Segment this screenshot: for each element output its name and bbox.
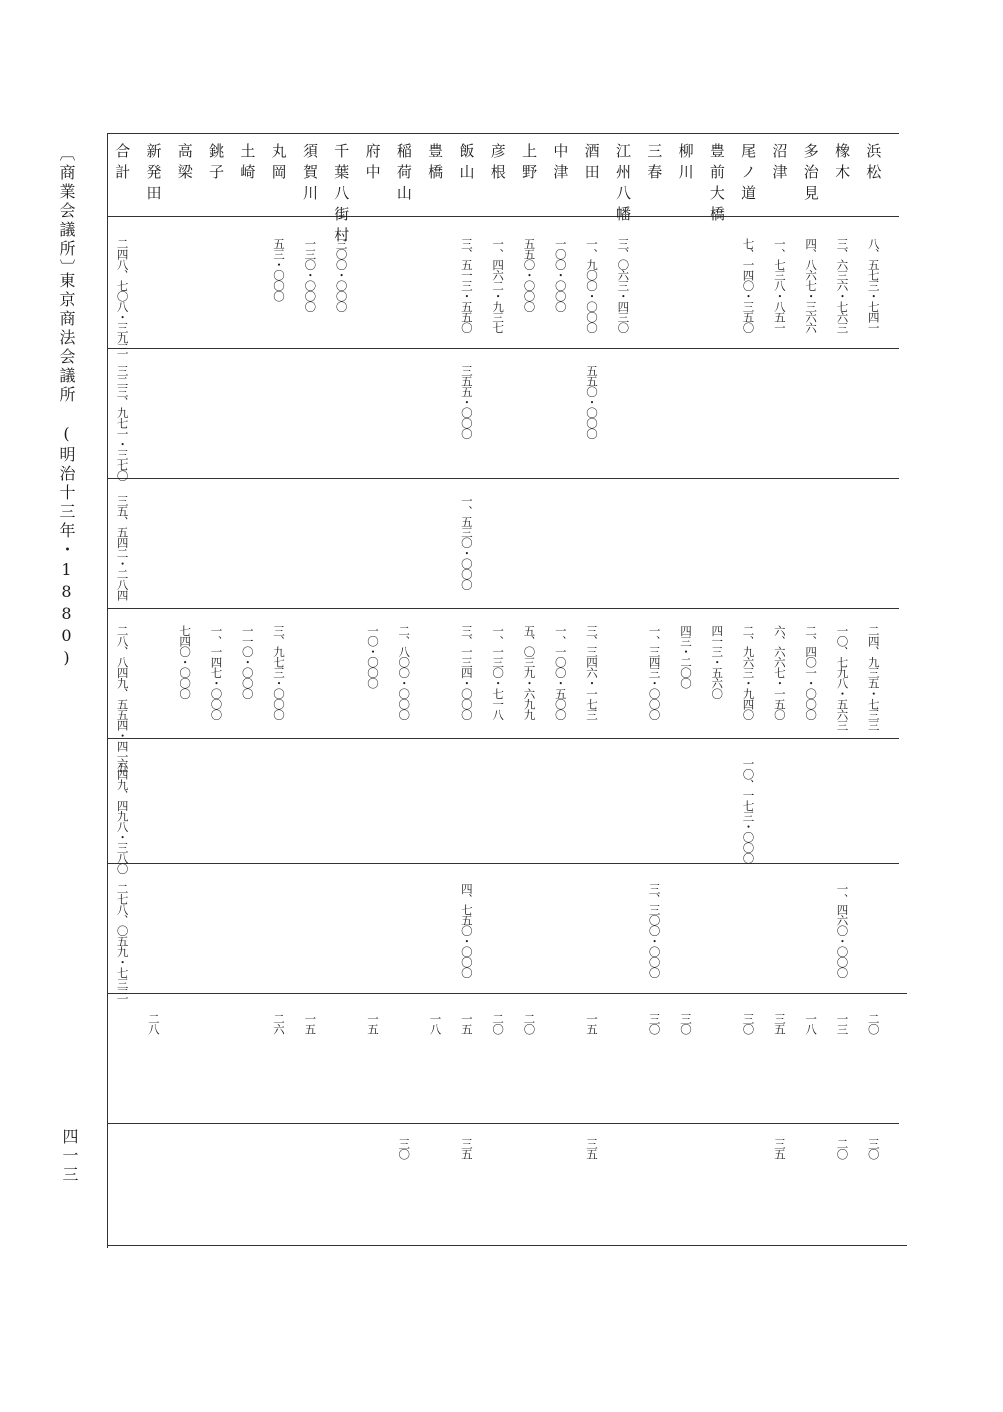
table-column	[295, 133, 325, 1248]
table-cell: 三、〇六三・四三〇	[616, 238, 631, 333]
column-header: 新発田	[144, 143, 163, 206]
table-cell: 二六	[272, 1013, 287, 1034]
table-cell: 一〇〇・〇〇〇	[553, 238, 568, 312]
table-cell: 三五、五四二・二八四	[115, 495, 130, 600]
table-cell: 五五〇・〇〇〇	[522, 238, 537, 312]
table-column	[576, 133, 606, 1248]
table-column	[702, 133, 732, 1248]
column-header: 彦根	[488, 143, 507, 185]
table-cell: 四一三・五六〇	[710, 625, 725, 699]
table-cell: 二〇	[835, 1138, 850, 1159]
column-header: 土崎	[238, 143, 257, 185]
table-column	[451, 133, 481, 1248]
table-cell: 三五	[585, 1138, 600, 1159]
column-header: 尾ノ道	[739, 143, 758, 206]
table-column	[545, 133, 575, 1248]
column-header: 江州八幡	[613, 143, 632, 227]
table-cell: 一〇・〇〇〇	[365, 625, 380, 688]
table-cell: 三五	[772, 1138, 787, 1159]
table-cell: 二〇	[491, 1013, 506, 1034]
table-cell: 四、七五〇・〇〇〇	[459, 883, 474, 978]
table-cell: 五五〇・〇〇〇	[585, 365, 600, 439]
table-cell: 二〇	[522, 1013, 537, 1034]
table-column	[482, 133, 512, 1248]
table-column	[232, 133, 262, 1248]
table-cell: 五、〇三九・六九九	[522, 625, 537, 720]
table-cell: 一五	[585, 1013, 600, 1034]
column-header: 柳川	[676, 143, 695, 185]
table-cell: 二八	[146, 1013, 161, 1034]
table-cell: 一五	[459, 1013, 474, 1034]
column-header: 多治見	[801, 143, 820, 206]
table-column	[107, 133, 137, 1248]
table-column	[263, 133, 293, 1248]
table-cell: 八、五七三・七四一	[866, 238, 881, 333]
column-header: 高梁	[175, 143, 194, 185]
table-cell: 三〇	[866, 1138, 881, 1159]
table-cell: 一三	[835, 1013, 850, 1034]
table-cell: 三五	[772, 1013, 787, 1034]
table-column	[420, 133, 450, 1248]
column-header: 上野	[520, 143, 539, 185]
table-column	[608, 133, 638, 1248]
table-cell: 七四〇・〇〇〇	[178, 625, 193, 699]
table-cell: 三二三、九七一・三七〇	[115, 365, 130, 481]
table-cell: 四三・二〇〇	[678, 625, 693, 688]
table-cell: 二四八、七〇八・三九三	[115, 238, 130, 354]
table-cell: 一五	[303, 1013, 318, 1034]
table-cell: 三、一三四・〇〇〇	[459, 625, 474, 720]
table-cell: 一八	[804, 1013, 819, 1034]
table-cell: 三五	[459, 1138, 474, 1159]
data-table	[107, 133, 907, 1248]
table-column	[858, 133, 888, 1248]
table-cell: 三、三四六・一七三	[585, 625, 600, 720]
column-header: 沼津	[770, 143, 789, 185]
source-title: 東京商法会議所 (明治十三年・1880)	[57, 272, 76, 670]
table-column	[357, 133, 387, 1248]
table-cell: 二、四〇一・〇〇〇	[804, 625, 819, 720]
table-cell: 六四九、四九八・三八〇	[115, 758, 130, 874]
table-cell: 三、五一三・五五〇	[459, 238, 474, 333]
table-column	[827, 133, 857, 1248]
table-cell: 二七八、〇五九・七三三	[115, 883, 130, 999]
column-header: 豊橋	[426, 143, 445, 185]
table-cell: 一、一四七・〇〇〇	[209, 625, 224, 720]
table-cell: 一三〇・〇〇〇	[303, 238, 318, 312]
table-cell: 一、一三〇・七一八	[491, 625, 506, 720]
table-cell: 一、九〇〇・〇〇〇	[585, 238, 600, 333]
category-label: 〔商業会議所〕	[57, 145, 76, 278]
column-header: 橡木	[833, 143, 852, 185]
table-column	[764, 133, 794, 1248]
table-cell: 四、八六七・三六六	[804, 238, 819, 333]
table-cell: 三〇〇・〇〇〇	[334, 238, 349, 312]
column-header: 稲荷山	[394, 143, 413, 206]
column-header: 丸岡	[269, 143, 288, 185]
column-header: 銚子	[207, 143, 226, 185]
table-cell: 二、八〇〇・〇〇〇	[397, 625, 412, 720]
table-column	[733, 133, 763, 1248]
table-cell: 三〇	[397, 1138, 412, 1159]
table-cell: 三、三〇〇・〇〇〇	[647, 883, 662, 978]
column-header: 飯山	[457, 143, 476, 185]
table-cell: 一〇、七九八・五六三	[835, 625, 850, 730]
column-header: 酒田	[582, 143, 601, 185]
table-column	[514, 133, 544, 1248]
table-cell: 一、四六〇・〇〇〇	[835, 883, 850, 978]
column-header: 府中	[363, 143, 382, 185]
table-cell: 五三・〇〇〇	[272, 238, 287, 301]
page-number: 四一三	[60, 1128, 79, 1185]
table-column	[795, 133, 825, 1248]
table-column	[670, 133, 700, 1248]
table-cell: 一一〇・〇〇〇	[240, 625, 255, 699]
table-cell: 三〇	[647, 1013, 662, 1034]
table-cell: 三、九七三・〇〇〇	[272, 625, 287, 720]
table-column	[138, 133, 168, 1248]
table-column	[639, 133, 669, 1248]
table-cell: 二、九六三・九四〇	[741, 625, 756, 720]
table-column	[201, 133, 231, 1248]
column-header: 豊前大橋	[707, 143, 726, 227]
table-cell: 一五	[365, 1013, 380, 1034]
table-cell: 七、一四〇・三五〇	[741, 238, 756, 333]
table-cell: 二四、九三五・七三三	[866, 625, 881, 730]
table-cell: 一八	[428, 1013, 443, 1034]
column-header: 三春	[645, 143, 664, 185]
table-column	[389, 133, 419, 1248]
table-cell: 一、一〇〇・五〇〇	[553, 625, 568, 720]
table-cell: 二八、八四九、五五四・四一五	[115, 625, 130, 772]
table-cell: 三〇	[678, 1013, 693, 1034]
table-cell: 三、六三六・七六三	[835, 238, 850, 333]
column-header: 合計	[113, 143, 132, 185]
table-cell: 三〇	[741, 1013, 756, 1034]
table-cell: 一、五三〇・〇〇〇	[459, 495, 474, 590]
table-cell: 一、七三八・八五一	[772, 238, 787, 333]
column-header: 浜松	[864, 143, 883, 185]
column-header: 千葉八街村	[332, 143, 351, 248]
table-cell: 一〇、一七三・〇〇〇	[741, 758, 756, 863]
table-cell: 二〇	[866, 1013, 881, 1034]
table-columns	[107, 133, 899, 1248]
table-column	[169, 133, 199, 1248]
table-cell: 一、四六二・九三七	[491, 238, 506, 333]
column-header: 須賀川	[300, 143, 319, 206]
column-header: 中津	[551, 143, 570, 185]
table-cell: 一、三四三・〇〇〇	[647, 625, 662, 720]
table-column	[326, 133, 356, 1248]
table-cell: 六、六六七・一五〇	[772, 625, 787, 720]
table-cell: 三五五・〇〇〇	[459, 365, 474, 439]
